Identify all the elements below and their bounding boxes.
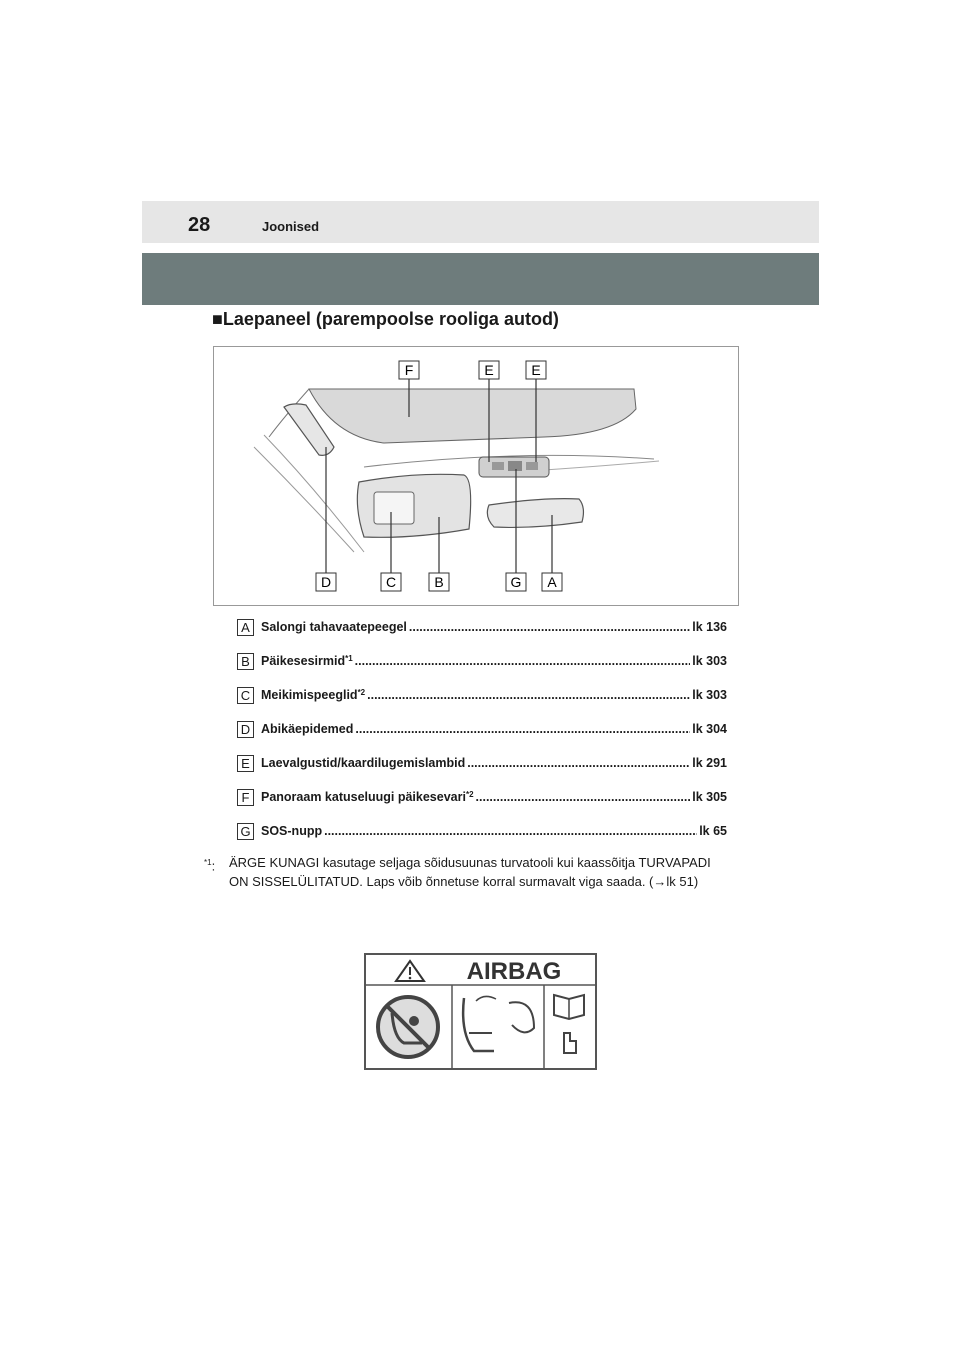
section-band bbox=[142, 253, 819, 305]
item-letter: F bbox=[237, 789, 254, 806]
item-letter: B bbox=[237, 653, 254, 670]
item-letter: E bbox=[237, 755, 254, 772]
list-item bbox=[237, 821, 727, 855]
component-list bbox=[237, 617, 727, 855]
svg-text:C: C bbox=[385, 574, 397, 590]
item-label: Salongi tahavaatepeegel bbox=[261, 620, 407, 634]
svg-text:G: G bbox=[510, 574, 522, 590]
svg-text:E: E bbox=[484, 362, 494, 378]
footnote: $^{*1}$: ÄRGE KUNAGI kasutage seljaga sõidusuunas turvatooli kui kaassõitja TURVAPADI ON SISSELÜLITATUD. Laps võib õnnetuse korral surmavalt viga saada. (→lk 51) bbox=[212, 853, 732, 891]
item-label: SOS-nupp bbox=[261, 824, 323, 838]
header-title: Joonised bbox=[262, 219, 320, 234]
item-letter: D bbox=[237, 721, 254, 738]
a-pillar-line bbox=[254, 447, 354, 552]
list-item bbox=[237, 685, 727, 719]
page-reference[interactable]: lk 136 bbox=[692, 620, 727, 634]
footnote-text: ÄRGE KUNAGI kasutage seljaga sõidusuunas turvatooli kui kaassõitja TURVAPADI ON SISSELÜLITATUD. Laps võib õnnetuse korral surmavalt viga saada. (→lk 51) bbox=[229, 855, 711, 889]
callout-F bbox=[399, 361, 419, 379]
item-label: Päikesesirmid bbox=[261, 654, 346, 668]
vanity-mirror bbox=[374, 492, 414, 524]
svg-text:B: B bbox=[434, 574, 444, 590]
item-label: Laevalgustid/kaardilugemislambid bbox=[261, 756, 466, 770]
page-reference[interactable]: lk 304 bbox=[692, 722, 727, 736]
svg-text:F: F bbox=[404, 362, 414, 378]
list-item bbox=[237, 787, 727, 821]
svg-text:A: A bbox=[547, 574, 557, 590]
list-item bbox=[237, 719, 727, 753]
item-footnote-mark: *2 bbox=[357, 688, 366, 697]
map-lamp-left bbox=[492, 462, 504, 470]
page-reference[interactable]: lk 303 bbox=[692, 688, 727, 702]
overhead-illustration bbox=[214, 347, 740, 607]
map-lamp-right bbox=[526, 462, 538, 470]
callout-A bbox=[542, 573, 562, 591]
page-number: 28 bbox=[188, 214, 211, 236]
callout-C bbox=[381, 573, 401, 591]
airbag-warning-label bbox=[364, 953, 597, 1070]
svg-text:D: D bbox=[320, 574, 332, 590]
panoramic-roof-shade bbox=[309, 389, 636, 443]
airbag-title: AIRBAG bbox=[466, 958, 562, 985]
overhead-console-figure bbox=[213, 346, 739, 606]
list-item bbox=[237, 753, 727, 787]
header-bar bbox=[142, 201, 819, 243]
section-title: ■Laepaneel (parempoolse rooliga autod) bbox=[212, 309, 559, 329]
no-rear-facing-seat-icon bbox=[378, 997, 438, 1057]
item-footnote-mark: *1 bbox=[345, 654, 353, 663]
item-footnote-mark: *2 bbox=[465, 790, 474, 799]
a-pillar-line bbox=[264, 435, 364, 552]
item-letter: C bbox=[237, 687, 254, 704]
item-letter: A bbox=[237, 619, 254, 636]
list-item bbox=[237, 617, 727, 651]
sos-button bbox=[508, 461, 522, 471]
callout-E bbox=[526, 361, 546, 379]
page-reference[interactable]: lk 291 bbox=[692, 756, 727, 770]
item-label: Panoraam katuseluugi päikesevari bbox=[261, 790, 466, 804]
item-label: Meikimispeeglid bbox=[261, 688, 358, 702]
page-reference[interactable]: lk 303 bbox=[692, 654, 727, 668]
callout-B bbox=[429, 573, 449, 591]
rear-view-mirror bbox=[487, 499, 583, 528]
list-item bbox=[237, 651, 727, 685]
page-reference[interactable]: lk 65 bbox=[699, 824, 727, 838]
footnote-mark: *1 bbox=[204, 858, 212, 867]
callout-G bbox=[506, 573, 526, 591]
page-reference[interactable]: lk 305 bbox=[692, 790, 727, 804]
callout-D bbox=[316, 573, 336, 591]
item-label: Abikäepidemed bbox=[261, 722, 354, 736]
svg-text:E: E bbox=[531, 362, 541, 378]
item-letter: G bbox=[237, 823, 254, 840]
callout-E bbox=[479, 361, 499, 379]
